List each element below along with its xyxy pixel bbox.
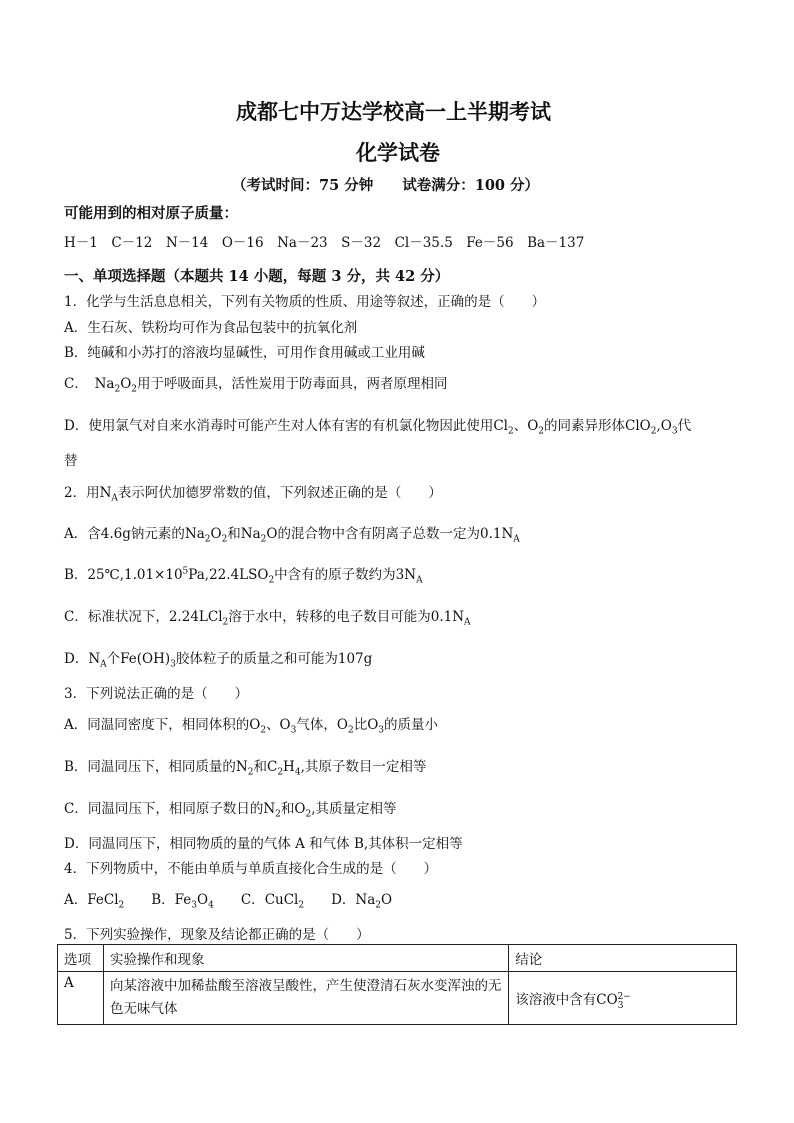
q3-stem: 3．下列说法正确的是（ ） [64, 686, 249, 702]
q2-option-b: B．$25℃,1.01\times 10^5Pa,22.4LSO_2$中含有的原子数约为$3N_A$ [64, 566, 423, 586]
exam-subtitle: 化学试卷 [356, 140, 440, 165]
q2-stem: 2．用$N_A$表示阿伏加德罗常数的值，下列叙述正确的是（ ） [64, 485, 442, 504]
table-cell-operation: 向某溶液中加稀盐酸至溶液呈酸性，产生使澄清石灰水变浑浊的无色无味气体 [103, 972, 508, 1025]
q1-option-a: A．生石灰、铁粉均可作为食品包装中的抗氧化剂 [64, 320, 358, 336]
q5-stem: 5．下列实验操作，现象及结论都正确的是（ ） [64, 927, 370, 943]
table-cell-conclusion: 该溶液中含有$CO_3^{2-}$ [509, 972, 737, 1025]
q1-option-d: D．使用氯气对自来水消毒时可能产生对人体有害的有机氯化物因此使用$Cl_2$、$O_2$的同素异形体$ClO_2,O_3$代 [64, 418, 692, 437]
q1-option-d-cont: 替 [64, 453, 78, 469]
atomic-mass-label: 可能用到的相对原子质量： [64, 205, 238, 222]
exam-title: 成都七中万达学校高一上半期考试 [236, 99, 551, 124]
q4-stem: 4．下列物质中，不能由单质与单质直接化合生成的是（ ） [64, 861, 438, 877]
q4-options: A．FeCl$_2$ B．$Fe_3O_4$ C．CuCl$_2$ D．$Na_2O$ [64, 892, 393, 911]
table-header-cell: 选项 [58, 945, 104, 972]
q2-option-a: A．含4.6g钠元素的$Na_2O_2$和$Na_2O$的混合物中含有阴离子总数一定为$0.1N_A$ [64, 526, 520, 545]
q3-option-c: C．同温同压下，相同原子数日的$N_2$和$O_2$,其质量定相等 [64, 801, 397, 820]
q5-table [57, 944, 737, 1025]
table-cell-option: A [58, 972, 104, 1025]
q2-option-c: C．标准状况下，2.24LCl$_2$溶于水中，转移的电子数目可能为$0.1N_A$ [64, 609, 471, 628]
q1-option-c: C． $Na_2O_2$用于呼吸面具，活性炭用于防毒面具，两者原理相同 [64, 376, 448, 395]
q3-option-b: B．同温同压下，相同质量的$N_2$和$C_2H_4$,其原子数目一定相等 [64, 759, 427, 778]
atomic-mass-values: H－1 C－12 N－14 O－16 Na－23 S－32 Cl－35.5 Fe－56 Ba－137 [64, 235, 585, 251]
q1-option-b: B．纯碱和小苏打的溶液均显碱性，可用作食用碱或工业用碱 [64, 345, 425, 361]
table-header-cell: 结论 [509, 945, 737, 972]
q3-option-d: D．同温同压下，相同物质的量的气体 A 和气体 B,其体积一定相等 [64, 836, 463, 852]
q3-option-a: A．同温同密度下，相同体积的$O_2$、$O_3$气体，$O_2$比$O_3$的质量小 [64, 717, 438, 736]
table-header-cell: 实验操作和现象 [103, 945, 508, 972]
q2-option-d: D．$N_A$个$Fe(OH)_3$胶体粒子的质量之和可能为107g [64, 651, 373, 670]
section-heading: 一、单项选择题（本题共 14 小题，每题 3 分，共 42 分） [64, 268, 450, 285]
exam-info: （考试时间：75 分钟 试卷满分：100 分） [232, 177, 540, 194]
table-row [58, 972, 737, 1025]
table-header-row [58, 945, 737, 972]
q1-stem: 1．化学与生活息息相关，下列有关物质的性质、用途等叙述，正确的是（ ） [64, 294, 546, 310]
